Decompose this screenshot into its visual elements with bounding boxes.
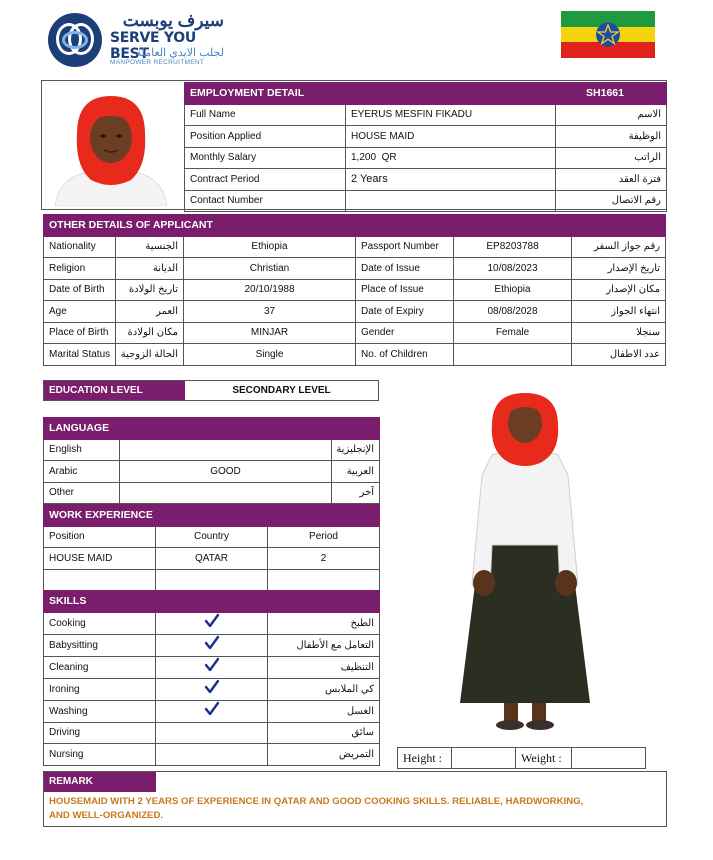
column-header: Period	[268, 526, 380, 548]
work-country	[156, 569, 268, 591]
skill-row	[44, 722, 380, 744]
skill-check-cell	[156, 678, 268, 700]
skill-check-cell	[156, 612, 268, 634]
skill-row	[44, 612, 380, 634]
skill-check-cell	[156, 656, 268, 678]
detail-label-arabic: الجنسية	[116, 236, 184, 258]
detail-label-arabic: تاريخ الولادة	[116, 279, 184, 301]
passport-label-arabic: تاريخ الإصدار	[572, 258, 666, 280]
field-label-arabic: رقم الاتصال	[556, 190, 667, 212]
skill-row	[44, 656, 380, 678]
skill-label-arabic: التنظيف	[268, 656, 380, 678]
language-header: LANGUAGE	[44, 418, 380, 440]
contract-value: 2 Years	[346, 169, 556, 191]
skill-label-arabic: الغسل	[268, 700, 380, 722]
field-label-arabic: الوظيفة	[556, 126, 667, 148]
skill-label-arabic: التمريض	[268, 744, 380, 766]
detail-label: Marital Status	[44, 344, 116, 366]
skill-row	[44, 744, 380, 766]
passport-label-arabic: مكان الإصدار	[572, 279, 666, 301]
remark-text	[44, 792, 666, 826]
passport-value	[454, 344, 572, 366]
field-label-arabic: الاسم	[556, 104, 667, 126]
remark-header: REMARK	[44, 772, 156, 792]
weight-label: Weight :	[516, 748, 572, 768]
employment-header: EMPLOYMENT DETAIL	[185, 83, 556, 105]
work-experience-header: WORK EXPERIENCE	[44, 505, 380, 527]
work-row	[44, 548, 380, 570]
ethiopia-flag-icon	[561, 11, 655, 58]
applicant-detail-row	[44, 322, 666, 344]
remark-line: HOUSEMAID WITH 2 YEARS OF EXPERIENCE IN QATAR AND GOOD COOKING SKILLS. RELIABLE, HARDWORKING,	[49, 796, 584, 807]
work-position: HOUSE MAID	[44, 548, 156, 570]
passport-label: No. of Children	[356, 344, 454, 366]
work-columns	[44, 526, 380, 548]
applicant-detail-row	[44, 258, 666, 280]
language-label: Other	[44, 482, 120, 504]
other-details-header: OTHER DETAILS OF APPLICANT	[44, 215, 666, 237]
passport-label-arabic: رقم جواز السفر	[572, 236, 666, 258]
brand-arabic-tagline: لجلب الايدي العاملة	[135, 47, 224, 59]
work-country: QATAR	[156, 548, 268, 570]
detail-label-arabic: مكان الولادة	[116, 322, 184, 344]
language-label: English	[44, 439, 120, 461]
column-header: Position	[44, 526, 156, 548]
detail-label: Date of Birth	[44, 279, 116, 301]
passport-label: Gender	[356, 322, 454, 344]
passport-label-arabic: عدد الاطفال	[572, 344, 666, 366]
measurements-row	[397, 747, 646, 769]
detail-label-arabic: الحالة الزوجية	[116, 344, 184, 366]
weight-value	[572, 748, 645, 768]
field-label: Monthly Salary	[185, 147, 346, 169]
work-period	[268, 569, 380, 591]
employment-row	[185, 104, 667, 126]
field-label: Contract Period	[185, 169, 346, 191]
skill-label-arabic: سائق	[268, 722, 380, 744]
applicant-photo-full	[440, 385, 610, 735]
detail-value: Christian	[184, 258, 356, 280]
brand-english-name: SERVE YOU BEST	[110, 30, 196, 62]
brand-english-tagline: MANPOWER RECRUITMENT	[110, 59, 205, 66]
language-level: GOOD	[120, 461, 332, 483]
contact-value	[346, 190, 556, 212]
position-value: HOUSE MAID	[346, 126, 556, 148]
passport-value: 08/08/2028	[454, 301, 572, 323]
checkmark-icon	[161, 701, 262, 722]
skills-header: SKILLS	[44, 591, 380, 613]
detail-value: Ethiopia	[184, 236, 356, 258]
language-label-arabic: آخر	[332, 482, 380, 504]
skill-label: Cleaning	[44, 656, 156, 678]
detail-label: Place of Birth	[44, 322, 116, 344]
employment-row	[185, 147, 667, 169]
skill-label: Driving	[44, 722, 156, 744]
skill-check-cell	[156, 722, 268, 744]
language-row	[44, 482, 380, 504]
skill-label: Nursing	[44, 744, 156, 766]
detail-label: Religion	[44, 258, 116, 280]
passport-value: EP8203788	[454, 236, 572, 258]
passport-label-arabic: انتهاء الجواز	[572, 301, 666, 323]
passport-label: Passport Number	[356, 236, 454, 258]
applicant-photo-small	[47, 86, 175, 206]
employment-table	[184, 82, 667, 212]
skill-label-arabic: كي الملابس	[268, 678, 380, 700]
skill-label: Babysitting	[44, 634, 156, 656]
language-row	[44, 461, 380, 483]
detail-label-arabic: الديانة	[116, 258, 184, 280]
skill-label-arabic: التعامل مع الأطفال	[268, 634, 380, 656]
brand-arabic-name: سيرف يوبست	[122, 11, 224, 30]
language-label-arabic: العربية	[332, 461, 380, 483]
company-logo	[48, 13, 228, 69]
detail-value: 20/10/1988	[184, 279, 356, 301]
passport-value: Female	[454, 322, 572, 344]
skill-row	[44, 634, 380, 656]
applicant-detail-row	[44, 279, 666, 301]
applicant-detail-row	[44, 301, 666, 323]
work-position	[44, 569, 156, 591]
skill-check-cell	[156, 744, 268, 766]
education-value: SECONDARY LEVEL	[232, 385, 331, 396]
remark-line: AND WELL-ORGANIZED.	[49, 810, 164, 821]
work-row	[44, 569, 380, 591]
skill-label: Cooking	[44, 612, 156, 634]
language-label: Arabic	[44, 461, 120, 483]
work-experience-table	[43, 504, 380, 591]
language-row	[44, 439, 380, 461]
passport-value: Ethiopia	[454, 279, 572, 301]
passport-label-arabic: سنجلا	[572, 322, 666, 344]
detail-value: 37	[184, 301, 356, 323]
full-name-value: EYERUS MESFIN FIKADU	[346, 104, 556, 126]
salary-value: 1,200 QR	[346, 147, 556, 169]
passport-label: Date of Expiry	[356, 301, 454, 323]
field-label: Position Applied	[185, 126, 346, 148]
reference-number: SH1661	[556, 83, 667, 105]
education-row	[43, 380, 379, 401]
checkmark-icon	[161, 635, 262, 656]
field-label-arabic: فترة العقد	[556, 169, 667, 191]
height-value	[452, 748, 516, 768]
detail-label: Nationality	[44, 236, 116, 258]
checkmark-icon	[161, 613, 262, 634]
field-label: Full Name	[185, 104, 346, 126]
applicant-detail-row	[44, 344, 666, 366]
skill-row	[44, 678, 380, 700]
skills-table	[43, 590, 380, 766]
language-level	[120, 482, 332, 504]
education-label: EDUCATION LEVEL	[44, 381, 185, 400]
logo-emblem-icon	[48, 13, 102, 67]
detail-label-arabic: العمر	[116, 301, 184, 323]
detail-label: Age	[44, 301, 116, 323]
work-period: 2	[268, 548, 380, 570]
skill-label: Washing	[44, 700, 156, 722]
skill-label-arabic: الطبخ	[268, 612, 380, 634]
skill-row	[44, 700, 380, 722]
detail-value: MINJAR	[184, 322, 356, 344]
passport-label: Date of Issue	[356, 258, 454, 280]
remark-section	[43, 771, 667, 827]
passport-label: Place of Issue	[356, 279, 454, 301]
language-level	[120, 439, 332, 461]
field-label-arabic: الراتب	[556, 147, 667, 169]
applicant-detail-row	[44, 236, 666, 258]
checkmark-icon	[161, 679, 262, 700]
employment-row	[185, 126, 667, 148]
other-details-table	[43, 214, 666, 366]
column-header: Country	[156, 526, 268, 548]
employment-row	[185, 169, 667, 191]
language-label-arabic: الإنجليزية	[332, 439, 380, 461]
height-label: Height :	[398, 748, 452, 768]
passport-value: 10/08/2023	[454, 258, 572, 280]
checkmark-icon	[161, 657, 262, 678]
skill-label: Ironing	[44, 678, 156, 700]
field-label: Contact Number	[185, 190, 346, 212]
skill-check-cell	[156, 634, 268, 656]
employment-row	[185, 190, 667, 212]
detail-value: Single	[184, 344, 356, 366]
skill-check-cell	[156, 700, 268, 722]
language-table	[43, 417, 380, 504]
